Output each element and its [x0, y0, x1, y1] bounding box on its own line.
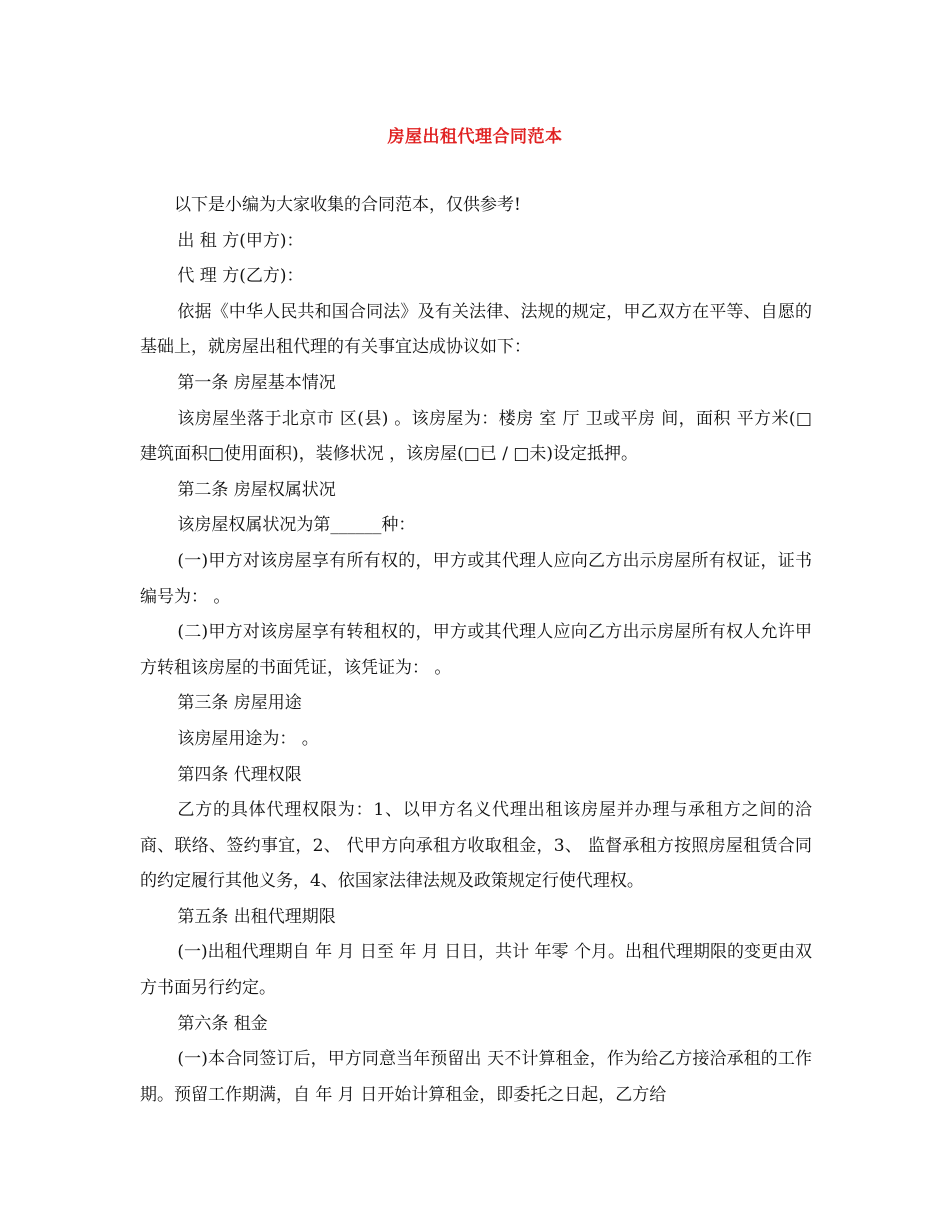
article-5-clause-1: (一)出租代理期自 年 月 日至 年 月 日日，共计 年零 个月。出租代理期限的变更由双方书面另行约定。 — [140, 942, 812, 999]
article-5-heading: 第五条 出租代理期限 — [177, 906, 336, 927]
intro-paragraph: 以下是小编为大家收集的合同范本，仅供参考! — [174, 195, 521, 215]
article-4-heading: 第四条 代理权限 — [177, 764, 302, 785]
lessor-line: 出 租 方(甲方)： — [177, 230, 304, 251]
article-4-paragraph: 乙方的具体代理权限为：1、以甲方名义代理出租该房屋并办理与承租方之间的洽商、联络、签约事宜，2、 代甲方向承租方收取租金，3、 监督承租方按照房屋租赁合同的约定履行其他义务，4、依国家法律法规及政策规定行使代理权。 — [140, 800, 812, 892]
article-6-heading: 第六条 租金 — [177, 1013, 268, 1034]
article-2-heading: 第二条 房屋权属状况 — [177, 479, 336, 500]
article-1-paragraph: 该房屋坐落于北京市 区(县) 。该房屋为：楼房 室 厅 卫或平房 间，面积 平方米(□建筑面积□使用面积)，装修状况 ，该房屋(□已 / □未)设定抵押。 — [140, 408, 812, 465]
document-body — [140, 188, 812, 1113]
article-2-paragraph: 该房屋权属状况为第______种： — [177, 515, 416, 536]
article-2-clause-1: (一)甲方对该房屋享有所有权的，甲方或其代理人应向乙方出示房屋所有权证，证书编号为： 。 — [140, 550, 812, 607]
article-3-heading: 第三条 房屋用途 — [177, 693, 302, 714]
agent-line: 代 理 方(乙方)： — [177, 266, 304, 287]
article-6-clause-1: (一)本合同签订后，甲方同意当年预留出 天不计算租金，作为给乙方接洽承租的工作期。预留工作期满，自 年 月 日开始计算租金，即委托之日起，乙方给 — [140, 1049, 812, 1105]
article-2-clause-2: (二)甲方对该房屋享有转租权的，甲方或其代理人应向乙方出示房屋所有权人允许甲方转租该房屋的书面凭证，该凭证为： 。 — [140, 622, 812, 678]
preamble-paragraph: 依据《中华人民共和国合同法》及有关法律、法规的规定，甲乙双方在平等、自愿的基础上，就房屋出租代理的有关事宜达成协议如下： — [140, 301, 812, 358]
document-title: 房屋出租代理合同范本 — [387, 127, 563, 147]
article-3-paragraph: 该房屋用途为： 。 — [177, 728, 319, 749]
article-1-heading: 第一条 房屋基本情况 — [177, 372, 336, 393]
